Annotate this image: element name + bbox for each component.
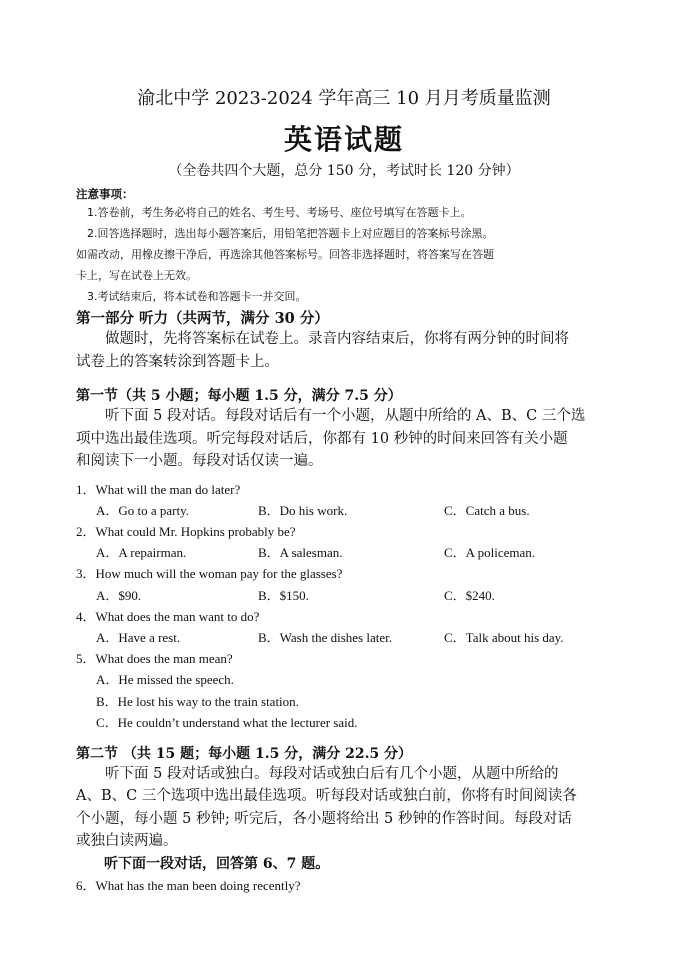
part1-heading: 第一部分 听力（共两节，满分 30 分）: [76, 310, 329, 327]
question-stem: 1．What will the man do later?: [76, 481, 241, 497]
sub-instruction: 听下面一段对话，回答第 6、7 题。: [104, 855, 330, 872]
option-b: B．Wash the dishes later.: [258, 629, 392, 645]
option-b: B．Do his work.: [258, 502, 348, 518]
notice-block: [76, 186, 612, 307]
question-2: [76, 521, 612, 563]
section2-para-line-2: A、B、C 三个选项中选出最佳选项。听每段对话或独白前，你将有时间阅读各: [76, 788, 577, 805]
part1-para-line-1: 做题时，先将答案标在试卷上。录音内容结束后，你将有两分钟的时间将: [105, 331, 569, 347]
option-c: C．A policeman.: [444, 545, 535, 561]
question-stem: 5．What does the man mean?: [76, 651, 233, 667]
notice-line-3: 如需改动，用橡皮擦干净后，再选涂其他答案标号。回答非选择题时，将答案写在答题: [76, 248, 494, 261]
notice-line-5: 3.考试结束后，将本试卷和答题卡一并交回。: [87, 290, 307, 303]
question-5: [76, 648, 612, 733]
option-a: A．Go to a party.: [96, 502, 190, 518]
question-6-stem: 6．What has the man been doing recently?: [76, 877, 301, 893]
section2-para-line-3: 个小题，每小题 5 秒钟; 听完后，各小题将给出 5 秒钟的作答时间。每段对话: [76, 810, 572, 827]
option-c: C．$240.: [444, 587, 495, 603]
options-row: [76, 627, 612, 648]
notice-heading: 注意事项：: [76, 187, 134, 201]
option-c: C．Catch a bus.: [444, 502, 530, 518]
options-row: [76, 585, 612, 606]
question-3: [76, 563, 612, 605]
question-4: [76, 606, 612, 648]
section1-para-line-2: 项中选出最佳选项。听完每段对话后，你都有 10 秒钟的时间来回答有关小题: [76, 430, 568, 447]
section2-heading: 第二节 （共 15 题；每小题 1.5 分，满分 22.5 分）: [76, 745, 413, 762]
option-b: B．$150.: [258, 587, 309, 603]
option-b: B．A salesman.: [258, 545, 343, 561]
question-1: [76, 479, 612, 521]
option-c: C．He couldn’t understand what the lecturer said.: [96, 714, 358, 730]
subject-title: 英语试题: [283, 123, 404, 156]
section2-para-line-1: 听下面 5 段对话或独白。每段对话或独白后有几个小题，从题中所给的: [105, 765, 559, 782]
option-c: C．Talk about his day.: [444, 629, 564, 645]
notice-line-2: 2.回答选择题时，选出每小题答案后，用铅笔把答题卡上对应题目的答案标号涂黑。: [87, 227, 494, 240]
section2: [76, 743, 612, 896]
exam-info: （全卷共四个大题，总分 150 分，考试时长 120 分钟）: [168, 163, 520, 179]
question-stem: 2．What could Mr. Hopkins probably be?: [76, 523, 296, 539]
option-a: A．A repairman.: [96, 545, 187, 561]
option-b: B．He lost his way to the train station.: [96, 693, 299, 709]
notice-line-4: 卡上，写在试卷上无效。: [76, 269, 197, 282]
part1-para-line-2: 试卷上的答案转涂到答题卡上。: [76, 353, 279, 370]
question-stem: 4．What does the man want to do?: [76, 608, 260, 624]
options-row: [76, 542, 612, 563]
question-stem: 3．How much will the woman pay for the glasses?: [76, 566, 343, 582]
part1: [76, 307, 612, 373]
section1-para-line-1: 听下面 5 段对话。每段对话后有一个小题，从题中所给的 A、B、C 三个选: [105, 408, 586, 424]
option-a: A．Have a rest.: [96, 629, 181, 645]
section1: [76, 385, 612, 733]
section2-para-line-4: 或独白读两遍。: [76, 833, 178, 850]
notice-line-1: 1.答卷前，考生务必将自己的姓名、考生号、考场号、座位号填写在答题卡上。: [87, 206, 472, 219]
options-row: [76, 500, 612, 521]
school-title: 渝北中学 2023-2024 学年高三 10 月月考质量监测: [137, 88, 551, 109]
section1-para-line-3: 和阅读下一小题。每段对话仅读一遍。: [76, 453, 323, 469]
option-a: A．He missed the speech.: [96, 672, 234, 688]
section1-heading: 第一节（共 5 小题；每小题 1.5 分，满分 7.5 分）: [76, 388, 402, 404]
option-a: A．$90.: [96, 587, 142, 603]
